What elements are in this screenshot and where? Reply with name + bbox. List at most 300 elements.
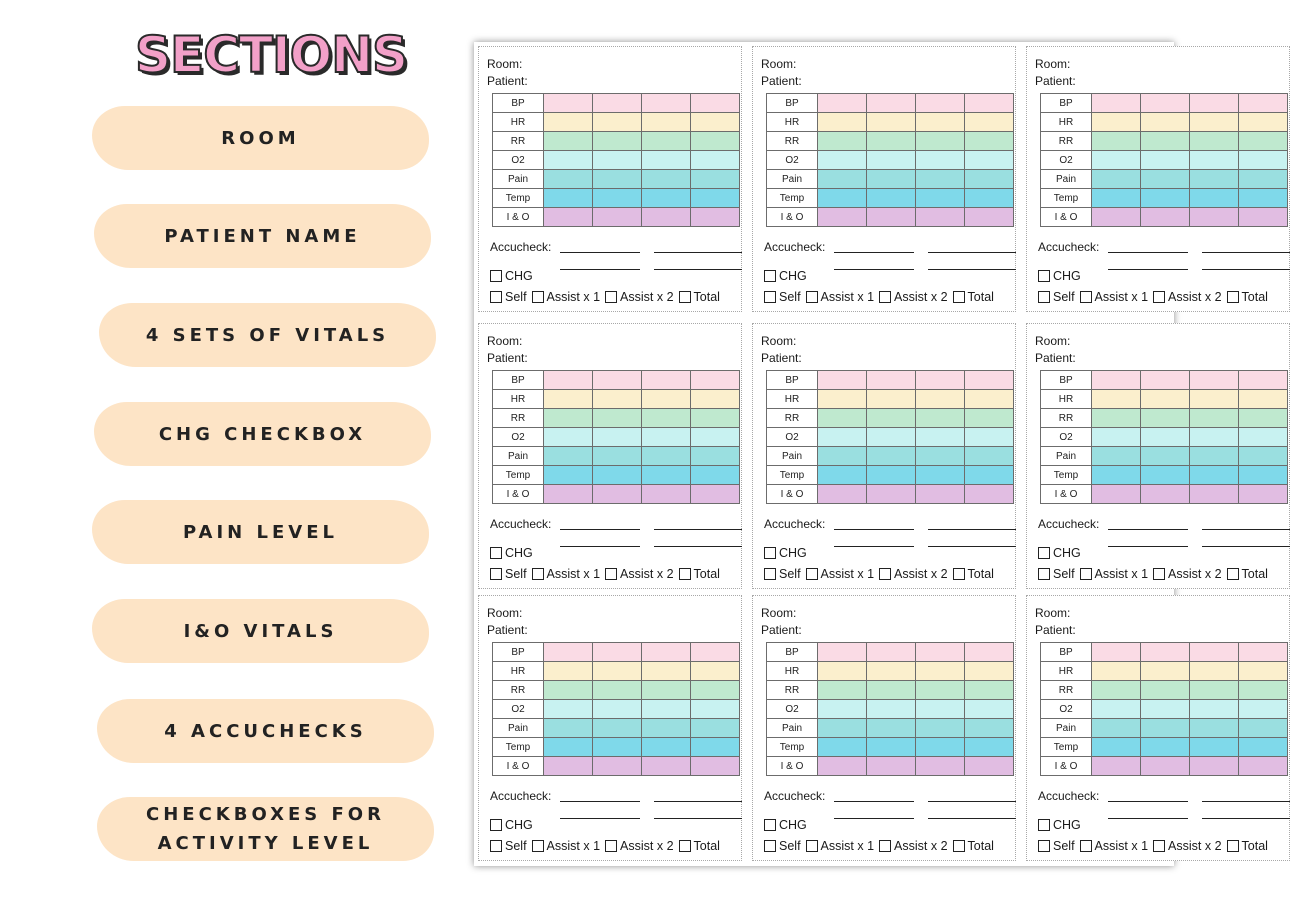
- accucheck-line[interactable]: [834, 529, 914, 530]
- vital-entry-cell[interactable]: [544, 447, 593, 466]
- activity-checkbox[interactable]: [764, 568, 776, 580]
- activity-option[interactable]: [490, 839, 527, 853]
- vital-entry-cell[interactable]: [1239, 409, 1288, 428]
- accucheck-line[interactable]: [1108, 818, 1188, 819]
- vital-entry-cell[interactable]: [593, 662, 642, 681]
- vital-entry-cell[interactable]: [1141, 700, 1190, 719]
- vital-entry-cell[interactable]: [867, 94, 916, 113]
- vital-entry-cell[interactable]: [1092, 485, 1141, 504]
- vital-entry-cell[interactable]: [1141, 94, 1190, 113]
- activity-option[interactable]: [1080, 839, 1149, 853]
- vital-entry-cell[interactable]: [867, 390, 916, 409]
- vital-entry-cell[interactable]: [642, 428, 691, 447]
- vital-entry-cell[interactable]: [1239, 170, 1288, 189]
- activity-option[interactable]: [806, 567, 875, 581]
- vital-entry-cell[interactable]: [1239, 700, 1288, 719]
- vital-entry-cell[interactable]: [867, 738, 916, 757]
- vital-entry-cell[interactable]: [818, 371, 867, 390]
- vital-entry-cell[interactable]: [1239, 719, 1288, 738]
- activity-checkbox[interactable]: [1153, 840, 1165, 852]
- vital-entry-cell[interactable]: [642, 643, 691, 662]
- accucheck-line[interactable]: [928, 529, 1016, 530]
- vital-entry-cell[interactable]: [1190, 662, 1239, 681]
- vital-entry-cell[interactable]: [1190, 700, 1239, 719]
- vital-entry-cell[interactable]: [691, 700, 740, 719]
- vital-entry-cell[interactable]: [867, 447, 916, 466]
- accucheck-line[interactable]: [560, 529, 640, 530]
- vital-entry-cell[interactable]: [916, 94, 965, 113]
- vital-entry-cell[interactable]: [593, 113, 642, 132]
- vital-entry-cell[interactable]: [691, 428, 740, 447]
- vital-entry-cell[interactable]: [818, 409, 867, 428]
- vital-entry-cell[interactable]: [1141, 409, 1190, 428]
- vital-entry-cell[interactable]: [1190, 208, 1239, 227]
- vital-entry-cell[interactable]: [1239, 428, 1288, 447]
- accucheck-line[interactable]: [654, 546, 742, 547]
- vital-entry-cell[interactable]: [691, 151, 740, 170]
- vital-entry-cell[interactable]: [593, 189, 642, 208]
- activity-checkbox[interactable]: [806, 291, 818, 303]
- vital-entry-cell[interactable]: [867, 132, 916, 151]
- vital-entry-cell[interactable]: [691, 485, 740, 504]
- vital-entry-cell[interactable]: [818, 447, 867, 466]
- vital-entry-cell[interactable]: [544, 371, 593, 390]
- activity-checkbox[interactable]: [679, 568, 691, 580]
- vital-entry-cell[interactable]: [1239, 132, 1288, 151]
- activity-option[interactable]: [953, 839, 994, 853]
- vital-entry-cell[interactable]: [867, 681, 916, 700]
- vital-entry-cell[interactable]: [965, 700, 1014, 719]
- vital-entry-cell[interactable]: [965, 113, 1014, 132]
- activity-checkbox[interactable]: [764, 840, 776, 852]
- vital-entry-cell[interactable]: [916, 738, 965, 757]
- vital-entry-cell[interactable]: [965, 643, 1014, 662]
- vital-entry-cell[interactable]: [642, 371, 691, 390]
- vital-entry-cell[interactable]: [691, 409, 740, 428]
- accucheck-line[interactable]: [560, 801, 640, 802]
- activity-option[interactable]: [953, 290, 994, 304]
- chg-checkbox[interactable]: [490, 547, 502, 559]
- vital-entry-cell[interactable]: [1141, 466, 1190, 485]
- vital-entry-cell[interactable]: [642, 113, 691, 132]
- activity-option[interactable]: [806, 839, 875, 853]
- vital-entry-cell[interactable]: [544, 681, 593, 700]
- vital-entry-cell[interactable]: [642, 738, 691, 757]
- activity-checkbox[interactable]: [1080, 840, 1092, 852]
- vital-entry-cell[interactable]: [1092, 170, 1141, 189]
- vital-entry-cell[interactable]: [867, 466, 916, 485]
- activity-checkbox[interactable]: [532, 291, 544, 303]
- vital-entry-cell[interactable]: [1141, 681, 1190, 700]
- vital-entry-cell[interactable]: [916, 208, 965, 227]
- vital-entry-cell[interactable]: [1239, 643, 1288, 662]
- vital-entry-cell[interactable]: [818, 700, 867, 719]
- activity-checkbox[interactable]: [1153, 291, 1165, 303]
- vital-entry-cell[interactable]: [593, 428, 642, 447]
- activity-checkbox[interactable]: [490, 840, 502, 852]
- activity-option[interactable]: [879, 567, 948, 581]
- vital-entry-cell[interactable]: [965, 371, 1014, 390]
- vital-entry-cell[interactable]: [1141, 189, 1190, 208]
- vital-entry-cell[interactable]: [1092, 390, 1141, 409]
- chg-checkbox[interactable]: [1038, 819, 1050, 831]
- vital-entry-cell[interactable]: [1141, 208, 1190, 227]
- vital-entry-cell[interactable]: [1092, 738, 1141, 757]
- vital-entry-cell[interactable]: [691, 390, 740, 409]
- vital-entry-cell[interactable]: [965, 390, 1014, 409]
- vital-entry-cell[interactable]: [1239, 466, 1288, 485]
- activity-checkbox[interactable]: [806, 568, 818, 580]
- vital-entry-cell[interactable]: [867, 189, 916, 208]
- vital-entry-cell[interactable]: [867, 151, 916, 170]
- vital-entry-cell[interactable]: [593, 757, 642, 776]
- vital-entry-cell[interactable]: [818, 151, 867, 170]
- accucheck-line[interactable]: [560, 818, 640, 819]
- vital-entry-cell[interactable]: [818, 113, 867, 132]
- vital-entry-cell[interactable]: [1092, 132, 1141, 151]
- activity-checkbox[interactable]: [1038, 568, 1050, 580]
- vital-entry-cell[interactable]: [1239, 681, 1288, 700]
- vital-entry-cell[interactable]: [593, 170, 642, 189]
- vital-entry-cell[interactable]: [1190, 94, 1239, 113]
- vital-entry-cell[interactable]: [691, 681, 740, 700]
- activity-checkbox[interactable]: [679, 291, 691, 303]
- vital-entry-cell[interactable]: [916, 371, 965, 390]
- accucheck-line[interactable]: [834, 801, 914, 802]
- chg-checkbox[interactable]: [490, 819, 502, 831]
- vital-entry-cell[interactable]: [965, 428, 1014, 447]
- activity-option[interactable]: [532, 567, 601, 581]
- vital-entry-cell[interactable]: [1239, 738, 1288, 757]
- vital-entry-cell[interactable]: [593, 94, 642, 113]
- activity-checkbox[interactable]: [532, 840, 544, 852]
- vital-entry-cell[interactable]: [965, 189, 1014, 208]
- activity-option[interactable]: [1153, 839, 1222, 853]
- activity-checkbox[interactable]: [679, 840, 691, 852]
- vital-entry-cell[interactable]: [965, 681, 1014, 700]
- vital-entry-cell[interactable]: [1092, 643, 1141, 662]
- vital-entry-cell[interactable]: [642, 189, 691, 208]
- activity-option[interactable]: [490, 567, 527, 581]
- vital-entry-cell[interactable]: [916, 170, 965, 189]
- vital-entry-cell[interactable]: [544, 170, 593, 189]
- activity-checkbox[interactable]: [1227, 291, 1239, 303]
- activity-option[interactable]: [764, 567, 801, 581]
- vital-entry-cell[interactable]: [544, 700, 593, 719]
- vital-entry-cell[interactable]: [593, 738, 642, 757]
- activity-option[interactable]: [879, 290, 948, 304]
- accucheck-line[interactable]: [654, 801, 742, 802]
- vital-entry-cell[interactable]: [1141, 447, 1190, 466]
- vital-entry-cell[interactable]: [1190, 738, 1239, 757]
- vital-entry-cell[interactable]: [965, 409, 1014, 428]
- activity-checkbox[interactable]: [879, 568, 891, 580]
- vital-entry-cell[interactable]: [818, 485, 867, 504]
- vital-entry-cell[interactable]: [916, 681, 965, 700]
- vital-entry-cell[interactable]: [642, 170, 691, 189]
- vital-entry-cell[interactable]: [1190, 466, 1239, 485]
- vital-entry-cell[interactable]: [642, 662, 691, 681]
- vital-entry-cell[interactable]: [1190, 643, 1239, 662]
- vital-entry-cell[interactable]: [642, 409, 691, 428]
- vital-entry-cell[interactable]: [916, 447, 965, 466]
- vital-entry-cell[interactable]: [818, 428, 867, 447]
- activity-checkbox[interactable]: [1153, 568, 1165, 580]
- accucheck-line[interactable]: [654, 529, 742, 530]
- activity-checkbox[interactable]: [1038, 291, 1050, 303]
- vital-entry-cell[interactable]: [916, 466, 965, 485]
- vital-entry-cell[interactable]: [916, 189, 965, 208]
- chg-checkbox[interactable]: [764, 547, 776, 559]
- vital-entry-cell[interactable]: [691, 466, 740, 485]
- vital-entry-cell[interactable]: [1141, 428, 1190, 447]
- vital-entry-cell[interactable]: [818, 757, 867, 776]
- accucheck-line[interactable]: [928, 252, 1016, 253]
- vital-entry-cell[interactable]: [544, 208, 593, 227]
- vital-entry-cell[interactable]: [916, 390, 965, 409]
- vital-entry-cell[interactable]: [593, 371, 642, 390]
- activity-option[interactable]: [1153, 567, 1222, 581]
- vital-entry-cell[interactable]: [1092, 113, 1141, 132]
- vital-entry-cell[interactable]: [691, 643, 740, 662]
- activity-option[interactable]: [1227, 839, 1268, 853]
- vital-entry-cell[interactable]: [1092, 681, 1141, 700]
- vital-entry-cell[interactable]: [691, 189, 740, 208]
- vital-entry-cell[interactable]: [965, 94, 1014, 113]
- vital-entry-cell[interactable]: [593, 466, 642, 485]
- vital-entry-cell[interactable]: [1239, 757, 1288, 776]
- vital-entry-cell[interactable]: [818, 719, 867, 738]
- accucheck-line[interactable]: [834, 252, 914, 253]
- activity-option[interactable]: [1038, 839, 1075, 853]
- vital-entry-cell[interactable]: [1190, 757, 1239, 776]
- accucheck-line[interactable]: [928, 546, 1016, 547]
- accucheck-line[interactable]: [928, 269, 1016, 270]
- vital-entry-cell[interactable]: [867, 409, 916, 428]
- activity-checkbox[interactable]: [1038, 840, 1050, 852]
- accucheck-line[interactable]: [834, 818, 914, 819]
- vital-entry-cell[interactable]: [1141, 757, 1190, 776]
- vital-entry-cell[interactable]: [1190, 390, 1239, 409]
- vital-entry-cell[interactable]: [867, 662, 916, 681]
- vital-entry-cell[interactable]: [642, 466, 691, 485]
- activity-option[interactable]: [532, 839, 601, 853]
- vital-entry-cell[interactable]: [818, 643, 867, 662]
- vital-entry-cell[interactable]: [818, 208, 867, 227]
- activity-option[interactable]: [679, 839, 720, 853]
- activity-checkbox[interactable]: [764, 291, 776, 303]
- vital-entry-cell[interactable]: [867, 485, 916, 504]
- activity-option[interactable]: [764, 839, 801, 853]
- vital-entry-cell[interactable]: [593, 208, 642, 227]
- vital-entry-cell[interactable]: [1190, 428, 1239, 447]
- vital-entry-cell[interactable]: [867, 757, 916, 776]
- vital-entry-cell[interactable]: [544, 113, 593, 132]
- vital-entry-cell[interactable]: [642, 151, 691, 170]
- activity-option[interactable]: [1227, 567, 1268, 581]
- vital-entry-cell[interactable]: [1141, 132, 1190, 151]
- vital-entry-cell[interactable]: [544, 738, 593, 757]
- chg-checkbox[interactable]: [1038, 547, 1050, 559]
- vital-entry-cell[interactable]: [916, 132, 965, 151]
- vital-entry-cell[interactable]: [867, 113, 916, 132]
- vital-entry-cell[interactable]: [691, 94, 740, 113]
- vital-entry-cell[interactable]: [593, 132, 642, 151]
- activity-checkbox[interactable]: [605, 291, 617, 303]
- accucheck-line[interactable]: [1108, 546, 1188, 547]
- vital-entry-cell[interactable]: [867, 643, 916, 662]
- vital-entry-cell[interactable]: [1190, 189, 1239, 208]
- vital-entry-cell[interactable]: [1239, 189, 1288, 208]
- vital-entry-cell[interactable]: [1190, 170, 1239, 189]
- accucheck-line[interactable]: [1202, 818, 1290, 819]
- vital-entry-cell[interactable]: [916, 485, 965, 504]
- accucheck-line[interactable]: [1202, 252, 1290, 253]
- vital-entry-cell[interactable]: [691, 170, 740, 189]
- vital-entry-cell[interactable]: [1239, 485, 1288, 504]
- activity-option[interactable]: [1227, 290, 1268, 304]
- vital-entry-cell[interactable]: [965, 662, 1014, 681]
- vital-entry-cell[interactable]: [1141, 170, 1190, 189]
- activity-checkbox[interactable]: [879, 840, 891, 852]
- vital-entry-cell[interactable]: [867, 428, 916, 447]
- accucheck-line[interactable]: [654, 252, 742, 253]
- activity-option[interactable]: [1153, 290, 1222, 304]
- accucheck-line[interactable]: [560, 546, 640, 547]
- vital-entry-cell[interactable]: [818, 94, 867, 113]
- accucheck-line[interactable]: [1202, 801, 1290, 802]
- vital-entry-cell[interactable]: [1092, 757, 1141, 776]
- activity-option[interactable]: [605, 839, 674, 853]
- vital-entry-cell[interactable]: [818, 132, 867, 151]
- activity-option[interactable]: [953, 567, 994, 581]
- vital-entry-cell[interactable]: [1190, 485, 1239, 504]
- vital-entry-cell[interactable]: [593, 643, 642, 662]
- vital-entry-cell[interactable]: [544, 409, 593, 428]
- activity-option[interactable]: [879, 839, 948, 853]
- activity-option[interactable]: [764, 290, 801, 304]
- accucheck-line[interactable]: [834, 546, 914, 547]
- vital-entry-cell[interactable]: [1190, 447, 1239, 466]
- vital-entry-cell[interactable]: [1092, 189, 1141, 208]
- vital-entry-cell[interactable]: [593, 151, 642, 170]
- activity-checkbox[interactable]: [605, 840, 617, 852]
- vital-entry-cell[interactable]: [916, 428, 965, 447]
- activity-checkbox[interactable]: [490, 291, 502, 303]
- vital-entry-cell[interactable]: [544, 485, 593, 504]
- accucheck-line[interactable]: [654, 269, 742, 270]
- vital-entry-cell[interactable]: [916, 700, 965, 719]
- vital-entry-cell[interactable]: [916, 409, 965, 428]
- activity-checkbox[interactable]: [879, 291, 891, 303]
- vital-entry-cell[interactable]: [642, 681, 691, 700]
- accucheck-line[interactable]: [834, 269, 914, 270]
- vital-entry-cell[interactable]: [642, 700, 691, 719]
- vital-entry-cell[interactable]: [642, 132, 691, 151]
- vital-entry-cell[interactable]: [544, 94, 593, 113]
- activity-option[interactable]: [605, 567, 674, 581]
- vital-entry-cell[interactable]: [1190, 371, 1239, 390]
- activity-checkbox[interactable]: [1080, 568, 1092, 580]
- vital-entry-cell[interactable]: [867, 371, 916, 390]
- activity-checkbox[interactable]: [806, 840, 818, 852]
- vital-entry-cell[interactable]: [1092, 409, 1141, 428]
- vital-entry-cell[interactable]: [965, 447, 1014, 466]
- vital-entry-cell[interactable]: [1141, 390, 1190, 409]
- vital-entry-cell[interactable]: [916, 757, 965, 776]
- vital-entry-cell[interactable]: [593, 409, 642, 428]
- vital-entry-cell[interactable]: [1239, 662, 1288, 681]
- activity-option[interactable]: [679, 567, 720, 581]
- accucheck-line[interactable]: [1108, 801, 1188, 802]
- accucheck-line[interactable]: [928, 818, 1016, 819]
- vital-entry-cell[interactable]: [1141, 643, 1190, 662]
- vital-entry-cell[interactable]: [691, 738, 740, 757]
- vital-entry-cell[interactable]: [1190, 409, 1239, 428]
- vital-entry-cell[interactable]: [1141, 662, 1190, 681]
- vital-entry-cell[interactable]: [1092, 428, 1141, 447]
- vital-entry-cell[interactable]: [691, 132, 740, 151]
- accucheck-line[interactable]: [1108, 252, 1188, 253]
- vital-entry-cell[interactable]: [1092, 719, 1141, 738]
- vital-entry-cell[interactable]: [965, 738, 1014, 757]
- accucheck-line[interactable]: [1202, 269, 1290, 270]
- vital-entry-cell[interactable]: [867, 170, 916, 189]
- vital-entry-cell[interactable]: [593, 681, 642, 700]
- vital-entry-cell[interactable]: [642, 447, 691, 466]
- vital-entry-cell[interactable]: [1141, 485, 1190, 504]
- vital-entry-cell[interactable]: [1239, 371, 1288, 390]
- vital-entry-cell[interactable]: [1239, 113, 1288, 132]
- vital-entry-cell[interactable]: [544, 189, 593, 208]
- activity-checkbox[interactable]: [953, 291, 965, 303]
- vital-entry-cell[interactable]: [642, 390, 691, 409]
- vital-entry-cell[interactable]: [642, 208, 691, 227]
- vital-entry-cell[interactable]: [818, 662, 867, 681]
- accucheck-line[interactable]: [560, 252, 640, 253]
- activity-option[interactable]: [605, 290, 674, 304]
- vital-entry-cell[interactable]: [1141, 113, 1190, 132]
- vital-entry-cell[interactable]: [1190, 113, 1239, 132]
- vital-entry-cell[interactable]: [691, 208, 740, 227]
- activity-checkbox[interactable]: [1080, 291, 1092, 303]
- vital-entry-cell[interactable]: [1141, 719, 1190, 738]
- chg-checkbox[interactable]: [764, 270, 776, 282]
- vital-entry-cell[interactable]: [1239, 151, 1288, 170]
- vital-entry-cell[interactable]: [965, 757, 1014, 776]
- accucheck-line[interactable]: [1202, 546, 1290, 547]
- vital-entry-cell[interactable]: [544, 428, 593, 447]
- vital-entry-cell[interactable]: [965, 208, 1014, 227]
- vital-entry-cell[interactable]: [818, 466, 867, 485]
- vital-entry-cell[interactable]: [1190, 151, 1239, 170]
- accucheck-line[interactable]: [560, 269, 640, 270]
- vital-entry-cell[interactable]: [818, 189, 867, 208]
- activity-checkbox[interactable]: [953, 840, 965, 852]
- activity-checkbox[interactable]: [490, 568, 502, 580]
- vital-entry-cell[interactable]: [916, 113, 965, 132]
- activity-checkbox[interactable]: [953, 568, 965, 580]
- vital-entry-cell[interactable]: [593, 719, 642, 738]
- activity-option[interactable]: [490, 290, 527, 304]
- vital-entry-cell[interactable]: [642, 757, 691, 776]
- vital-entry-cell[interactable]: [544, 466, 593, 485]
- vital-entry-cell[interactable]: [691, 447, 740, 466]
- vital-entry-cell[interactable]: [544, 390, 593, 409]
- vital-entry-cell[interactable]: [1141, 151, 1190, 170]
- vital-entry-cell[interactable]: [965, 170, 1014, 189]
- vital-entry-cell[interactable]: [642, 485, 691, 504]
